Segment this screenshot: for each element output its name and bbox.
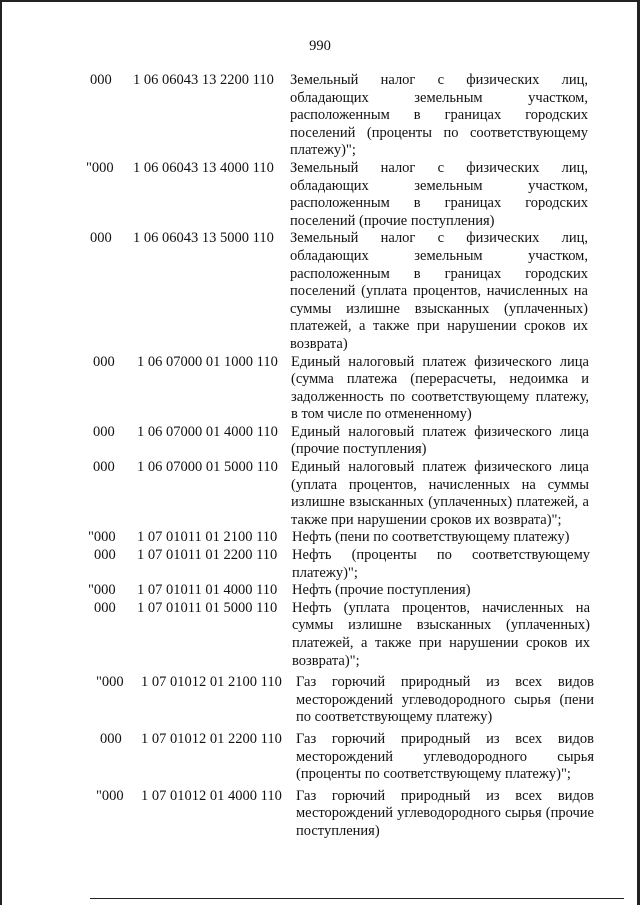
admin-code: "000 <box>96 674 124 691</box>
table-row <box>0 731 640 784</box>
admin-code: "000 <box>88 582 116 599</box>
admin-code: "000 <box>96 787 124 804</box>
income-name: Нефть (прочие поступления) <box>292 582 471 599</box>
income-code: 1 07 01011 01 4000 110 <box>137 582 278 599</box>
table-row <box>0 600 640 670</box>
income-name: Земельный налог с физических лиц, обладающих земельным участком, расположенным в границах городских поселений (прочие поступления) <box>290 159 588 229</box>
admin-code: "000 <box>88 529 116 546</box>
bottom-rule <box>90 898 624 899</box>
income-code: 1 06 06043 13 4000 110 <box>133 159 274 176</box>
admin-code: "000 <box>86 159 114 176</box>
admin-code: 000 <box>94 547 116 564</box>
table-row <box>0 230 640 353</box>
income-code: 1 06 07000 01 4000 110 <box>137 423 278 440</box>
table-row <box>0 547 640 582</box>
admin-code: 000 <box>100 730 122 747</box>
income-code: 1 07 01011 01 2100 110 <box>137 529 278 546</box>
income-name: Нефть (пени по соответствующему платежу) <box>292 529 570 546</box>
income-code: 1 07 01011 01 2200 110 <box>137 547 278 564</box>
admin-code: 000 <box>93 353 115 370</box>
income-name: Земельный налог с физических лиц, обладающих земельным участком, расположенным в границах городских поселений (проценты по соответствующему платежу)"; <box>290 72 588 159</box>
income-name: Нефть (уплата процентов, начисленных на суммы излишне взысканных (уплаченных) платежей, а также при нарушении сроков их возврата)"; <box>292 599 590 669</box>
page-number: 990 <box>309 38 331 54</box>
admin-code: 000 <box>90 230 112 247</box>
income-code: 1 06 06043 13 5000 110 <box>133 230 274 247</box>
income-name: Газ горючий природный из всех видов месторождений углеводородного сырья (прочие поступления) <box>296 787 594 839</box>
admin-code: 000 <box>94 599 116 616</box>
income-code: 1 07 01012 01 2200 110 <box>141 730 282 747</box>
income-code: 1 07 01012 01 4000 110 <box>141 787 282 804</box>
table-row <box>0 424 640 459</box>
admin-code: 000 <box>93 423 115 440</box>
income-name: Газ горючий природный из всех видов месторождений углеводородного сырья (проценты по соответствующему платежу)"; <box>296 730 594 783</box>
income-name: Земельный налог с физических лиц, обладающих земельным участком, расположенным в границах городских поселений (уплата процентов, начисленных на суммы излишне взысканных (уплаченных) платежей, а также при нарушении сроков их возврата) <box>290 230 588 352</box>
income-name: Газ горючий природный из всех видов месторождений углеводородного сырья (пени по соответствующему платежу) <box>296 674 594 726</box>
table-row <box>0 354 640 424</box>
admin-code: 000 <box>90 72 112 88</box>
income-name: Единый налоговый платеж физического лица (сумма платежа (перерасчеты, недоимка и задолженность по соответствующему платежу, в том числе по отмененному) <box>291 353 589 423</box>
table-row <box>0 674 640 727</box>
admin-code: 000 <box>93 459 115 476</box>
table-row <box>0 529 640 547</box>
table-row <box>0 459 640 529</box>
income-name: Единый налоговый платеж физического лица (прочие поступления) <box>291 423 589 458</box>
income-code: 1 06 07000 01 1000 110 <box>137 353 278 370</box>
table-row <box>0 72 640 160</box>
table-row <box>0 160 640 230</box>
income-codes-table <box>0 72 640 841</box>
income-name: Единый налоговый платеж физического лица (уплата процентов, начисленных на суммы излишне взысканных (уплаченных) платежей, а также при нарушении сроков их возврата)"; <box>291 459 589 528</box>
income-code: 1 06 07000 01 5000 110 <box>137 459 278 476</box>
income-code: 1 07 01011 01 5000 110 <box>137 599 278 616</box>
table-row <box>0 788 640 841</box>
income-code: 1 07 01012 01 2100 110 <box>141 674 282 691</box>
income-name: Нефть (проценты по соответствующему платежу)"; <box>292 547 590 581</box>
income-code: 1 06 06043 13 2200 110 <box>133 72 274 88</box>
table-row <box>0 582 640 600</box>
